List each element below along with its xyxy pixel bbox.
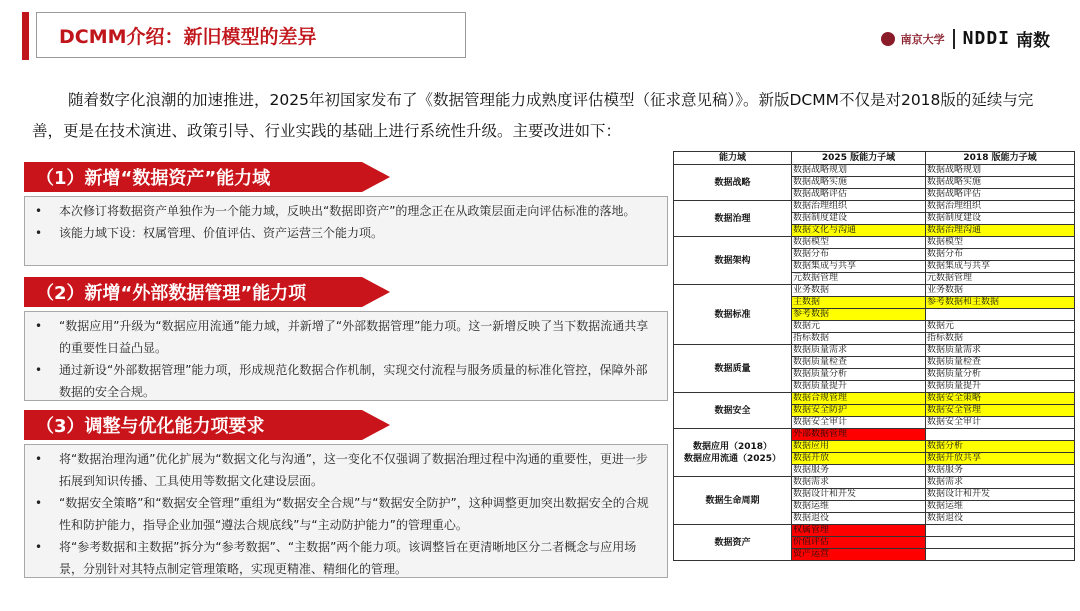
domain-cell: 数据安全 bbox=[674, 393, 792, 429]
bullet-text: 通过新设“外部数据管理”能力项，形成规范化数据合作机制，实现交付流程与服务质量的标准化管控，保障外部数据的安全合规。 bbox=[59, 363, 648, 399]
cell-2018: 数据运维 bbox=[926, 501, 1075, 513]
bullet-text: 本次修订将数据资产单独作为一个能力域，反映出“数据即资产”的理念正在从政策层面走向评估标准的落地。 bbox=[59, 204, 636, 218]
cell-2018: 数据安全审计 bbox=[926, 417, 1075, 429]
list-item bbox=[31, 536, 657, 580]
cell-2018: 数据治理沟通 bbox=[926, 225, 1075, 237]
bullet-text: “数据安全策略”和“数据安全管理”重组为“数据安全合规”与“数据安全防护”，这种调整更加突出数据安全的合规性和防护能力，指导企业加强“遵法合规底线”与“主动防护能力”的管理重心。 bbox=[59, 496, 649, 532]
list-item bbox=[31, 222, 657, 244]
cell-2025: 价值评估 bbox=[792, 537, 926, 549]
domain-cell: 数据应用（2018） 数据应用流通（2025） bbox=[674, 429, 792, 477]
domain-cell: 数据质量 bbox=[674, 345, 792, 393]
cell-2018: 数据制度建设 bbox=[926, 213, 1075, 225]
bullet-dot: • bbox=[35, 204, 43, 218]
cell-2018: 数据集成与共享 bbox=[926, 261, 1075, 273]
cell-2025: 数据集成与共享 bbox=[792, 261, 926, 273]
cell-2018: 数据治理组织 bbox=[926, 201, 1075, 213]
cell-2018 bbox=[926, 525, 1075, 537]
section-1-header bbox=[24, 162, 362, 192]
cell-2025: 参考数据 bbox=[792, 309, 926, 321]
bullet-dot: • bbox=[35, 452, 43, 466]
intro-paragraph: 随着数字化浪潮的加速推进，2025年初国家发布了《数据管理能力成熟度评估模型（征求意见稿）》。新版DCMM不仅是对2018版的延续与完善，更是在技术演进、政策引导、行业实践的基础上进行系统性升级。主要改进如下： bbox=[32, 91, 1034, 140]
bullet-text: “数据应用”升级为“数据应用流通”能力域，并新增了“外部数据管理”能力项。这一新增反映了当下数据流通共享的重要性日益凸显。 bbox=[59, 319, 649, 355]
cell-2025: 数据质量分析 bbox=[792, 369, 926, 381]
cell-2018: 数据设计和开发 bbox=[926, 489, 1075, 501]
domain-cell: 数据资产 bbox=[674, 525, 792, 561]
cell-2025: 数据质量检查 bbox=[792, 357, 926, 369]
table-row bbox=[674, 201, 1075, 213]
cell-2025: 数据质量需求 bbox=[792, 345, 926, 357]
domain-cell: 数据治理 bbox=[674, 201, 792, 237]
cell-2025: 数据质量提升 bbox=[792, 381, 926, 393]
section-1-body bbox=[24, 196, 668, 266]
cell-2018: 数据战略评估 bbox=[926, 189, 1075, 201]
cell-2018: 数据退役 bbox=[926, 513, 1075, 525]
cell-2025: 数据服务 bbox=[792, 465, 926, 477]
table-row bbox=[674, 285, 1075, 297]
cell-2018: 数据质量提升 bbox=[926, 381, 1075, 393]
cell-2018: 数据质量检查 bbox=[926, 357, 1075, 369]
domain-cell: 数据生命周期 bbox=[674, 477, 792, 525]
cell-2018: 数据质量分析 bbox=[926, 369, 1075, 381]
cell-2025: 数据应用 bbox=[792, 441, 926, 453]
section-2-title: （2）新增“外部数据管理”能力项 bbox=[36, 283, 307, 304]
nanshu-logo-text: 南数 bbox=[1016, 31, 1050, 51]
list-item bbox=[31, 359, 657, 403]
cell-2025: 元数据管理 bbox=[792, 273, 926, 285]
header-2018: 2018 版能力子域 bbox=[926, 152, 1075, 165]
list-item bbox=[31, 492, 657, 536]
nju-logo-text: 南京大学 bbox=[900, 32, 945, 46]
cell-2025: 数据治理组织 bbox=[792, 201, 926, 213]
cell-2018: 数据分布 bbox=[926, 249, 1075, 261]
cell-2018: 数据分析 bbox=[926, 441, 1075, 453]
logo-divider bbox=[953, 29, 955, 49]
bullet-dot: • bbox=[35, 363, 43, 377]
cell-2025: 数据战略评估 bbox=[792, 189, 926, 201]
table-row bbox=[674, 165, 1075, 177]
cell-2018: 元数据管理 bbox=[926, 273, 1075, 285]
cell-2025: 数据分布 bbox=[792, 249, 926, 261]
table-row bbox=[674, 429, 1075, 441]
cell-2025: 数据元 bbox=[792, 321, 926, 333]
cell-2018 bbox=[926, 537, 1075, 549]
cell-2018: 业务数据 bbox=[926, 285, 1075, 297]
logo-area bbox=[881, 26, 1050, 51]
cell-2025: 主数据 bbox=[792, 297, 926, 309]
table-header-row bbox=[674, 152, 1075, 165]
cell-2025: 数据设计和开发 bbox=[792, 489, 926, 501]
cell-2025: 数据安全防护 bbox=[792, 405, 926, 417]
comparison-table bbox=[673, 151, 1075, 561]
table-body bbox=[674, 165, 1075, 561]
cell-2018 bbox=[926, 549, 1075, 561]
bullet-text: 该能力域下设：权属管理、价值评估、资产运营三个能力项。 bbox=[59, 226, 384, 240]
table-row bbox=[674, 393, 1075, 405]
section-3-title: （3）调整与优化能力项要求 bbox=[36, 416, 265, 437]
cell-2025: 权属管理 bbox=[792, 525, 926, 537]
domain-cell: 数据标准 bbox=[674, 285, 792, 345]
cell-2025: 数据退役 bbox=[792, 513, 926, 525]
cell-2025: 指标数据 bbox=[792, 333, 926, 345]
bullet-dot: • bbox=[35, 319, 43, 333]
section-2-header bbox=[24, 277, 362, 307]
cell-2018: 数据服务 bbox=[926, 465, 1075, 477]
header-domain: 能力域 bbox=[674, 152, 792, 165]
cell-2018: 数据战略实施 bbox=[926, 177, 1075, 189]
cell-2025: 数据战略实施 bbox=[792, 177, 926, 189]
table-row bbox=[674, 237, 1075, 249]
nddi-logo-mark: NDDI bbox=[962, 28, 1010, 49]
cell-2018: 数据元 bbox=[926, 321, 1075, 333]
cell-2025: 数据战略规划 bbox=[792, 165, 926, 177]
cell-2018: 数据模型 bbox=[926, 237, 1075, 249]
domain-cell: 数据战略 bbox=[674, 165, 792, 201]
section-1-title: （1）新增“数据资产”能力域 bbox=[36, 168, 271, 189]
cell-2025: 业务数据 bbox=[792, 285, 926, 297]
bullet-text: 将“数据治理沟通”优化扩展为“数据文化与沟通”，这一变化不仅强调了数据治理过程中沟通的重要性，更进一步拓展到知识传播、工具使用等数据文化建设层面。 bbox=[59, 452, 648, 488]
bullet-dot: • bbox=[35, 496, 43, 510]
header-2025: 2025 版能力子域 bbox=[792, 152, 926, 165]
title-accent-bar bbox=[22, 12, 29, 60]
bullet-dot: • bbox=[35, 540, 43, 554]
cell-2025: 数据制度建设 bbox=[792, 213, 926, 225]
section-3-header bbox=[24, 410, 362, 440]
cell-2018: 数据安全管理 bbox=[926, 405, 1075, 417]
nju-emblem-icon bbox=[881, 32, 895, 46]
cell-2025: 数据需求 bbox=[792, 477, 926, 489]
cell-2018: 数据安全策略 bbox=[926, 393, 1075, 405]
cell-2018: 参考数据和主数据 bbox=[926, 297, 1075, 309]
table-row bbox=[674, 525, 1075, 537]
list-item bbox=[31, 200, 657, 222]
list-item bbox=[31, 448, 657, 492]
section-2-body bbox=[24, 311, 668, 401]
bullet-dot: • bbox=[35, 226, 43, 240]
cell-2018: 数据需求 bbox=[926, 477, 1075, 489]
cell-2025: 数据运维 bbox=[792, 501, 926, 513]
cell-2025: 数据合规管理 bbox=[792, 393, 926, 405]
cell-2018: 指标数据 bbox=[926, 333, 1075, 345]
table-row bbox=[674, 477, 1075, 489]
list-item bbox=[31, 315, 657, 359]
bullet-text: 将“参考数据和主数据”拆分为“参考数据”、“主数据”两个能力项。该调整旨在更清晰地区分二者概念与应用场景，分别针对其特点制定管理策略，实现更精准、精细化的管理。 bbox=[59, 540, 637, 576]
page-title: DCMM介绍：新旧模型的差异 bbox=[59, 25, 317, 48]
page-title-box bbox=[36, 12, 466, 58]
cell-2018 bbox=[926, 429, 1075, 441]
cell-2018 bbox=[926, 309, 1075, 321]
section-3-body bbox=[24, 444, 668, 578]
cell-2025: 数据文化与沟通 bbox=[792, 225, 926, 237]
cell-2025: 数据安全审计 bbox=[792, 417, 926, 429]
table-row bbox=[674, 345, 1075, 357]
cell-2025: 数据开放 bbox=[792, 453, 926, 465]
cell-2018: 数据开放共享 bbox=[926, 453, 1075, 465]
cell-2025: 外部数据管理 bbox=[792, 429, 926, 441]
cell-2018: 数据战略规划 bbox=[926, 165, 1075, 177]
domain-cell: 数据架构 bbox=[674, 237, 792, 285]
cell-2025: 资产运营 bbox=[792, 549, 926, 561]
cell-2025: 数据模型 bbox=[792, 237, 926, 249]
cell-2018: 数据质量需求 bbox=[926, 345, 1075, 357]
